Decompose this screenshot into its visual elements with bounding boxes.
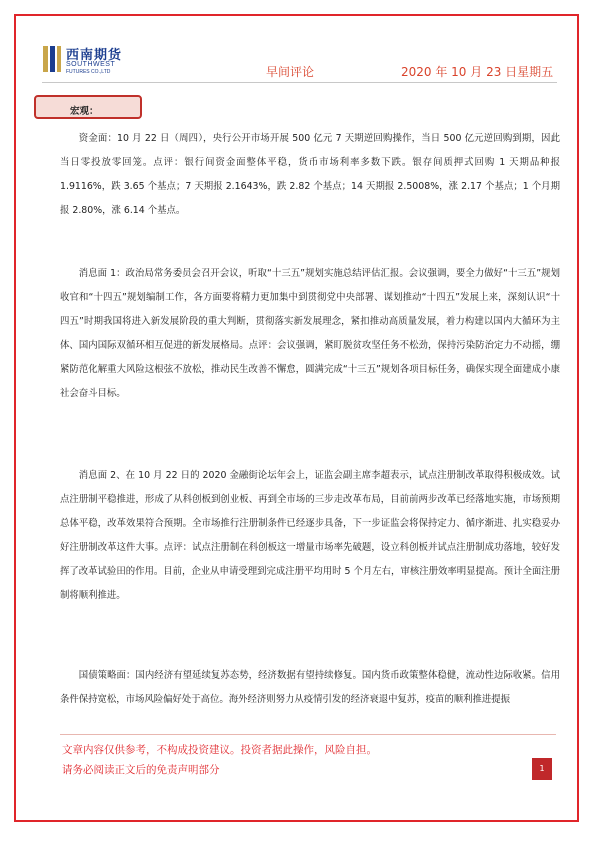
disclaimer <box>62 740 377 780</box>
company-logo <box>42 44 134 76</box>
section-heading: 宏观： <box>70 106 99 117</box>
report-date: 2020 年 10 月 23 日星期五 <box>401 65 554 79</box>
logo-emblem-icon <box>42 44 62 74</box>
disclaimer-line-1: 文章内容仅供参考，不构成投资建议。投资者据此操作，风险自担。 <box>62 744 377 756</box>
paragraph-news-2: 消息面 2、在 10 月 22 日的 2020 金融街论坛年会上，证监会副主席李超表示，试点注册制改革取得积极成效。试点注册制平稳推进，形成了从科创板到创业板、再到全市场的三步走改革布局，目前前两步改革已经落地实施，市场预期总体平稳，改革效果符合预期。全市场推行注册制条件已经逐步具备，下一步证监会将保持定力、循序渐进、扎实稳妥办好注册制改革这件大事。点评：试点注册制在科创板这一增量市场率先破题，设立科创板并试点注册制成功落地，较好发挥了改革试验田的作用。目前，企业从申请受理到完成注册平均用时 5 个月左右，审核注册效率明显提高。预计全面注册制将顺利推进。 <box>60 470 560 601</box>
disclaimer-line-2: 请务必阅读正文后的免责声明部分 <box>62 764 220 776</box>
logo-text-cn: 西南期货 <box>66 48 123 63</box>
page-number: 1 <box>532 758 552 780</box>
footer-divider <box>60 734 556 735</box>
paragraph-news-1: 消息面 1：政治局常务委员会召开会议，听取“十三五”规划实施总结评估汇报。会议强调，要全力做好“十三五”规划收官和“十四五”规划编制工作，各方面要将精力更加集中到贯彻党中央部署、谋划推动“十四五”发展上来，深刻认识“十四五”时期我国将进入新发展阶段的重大判断，贯彻落实新发展理念，紧扣推动高质量发展，着力构建以国内大循环为主体、国内国际双循环相互促进的新发展格局。点评：会议强调，紧盯脱贫攻坚任务不松劲，保持污染防治定力不动摇，绷紧防范化解重大风险这根弦不放松，推动民生改善不懈怠，圆满完成“十三五”规划各项目标任务，确保实现全面建成小康社会奋斗目标。 <box>60 268 560 399</box>
paragraph-bond-strategy: 国债策略面：国内经济有望延续复苏态势，经济数据有望持续修复。国内货币政策整体稳健，流动性边际收紧。信用条件保持宽松，市场风险偏好处于高位。海外经济则努力从疫情引发的经济衰退中复苏，疫苗的顺利推进提振 <box>60 670 560 705</box>
header-divider <box>42 82 557 83</box>
section-heading-box <box>34 95 142 119</box>
paragraph-funding: 资金面：10 月 22 日（周四），央行公开市场开展 500 亿元 7 天期逆回购操作，当日 500 亿元逆回购到期，因此当日零投放零回笼。点评：银行间资金面整体平稳，货币市场利率多数下跌。银存间质押式回购 1 天期品种报 1.9116%，跌 3.65 个基点；7 天期报 2.1643%，跌 2.82 个基点；14 天期报 2.5008%，涨 2.17 个基点；1 个月期报 2.80%，涨 6.14 个基点。 <box>60 133 560 216</box>
report-name: 早间评论 <box>266 65 315 79</box>
logo-text-en: SOUTHWEST <box>66 61 116 68</box>
logo-text-en-sub: FUTURES CO.,LTD <box>66 69 111 75</box>
